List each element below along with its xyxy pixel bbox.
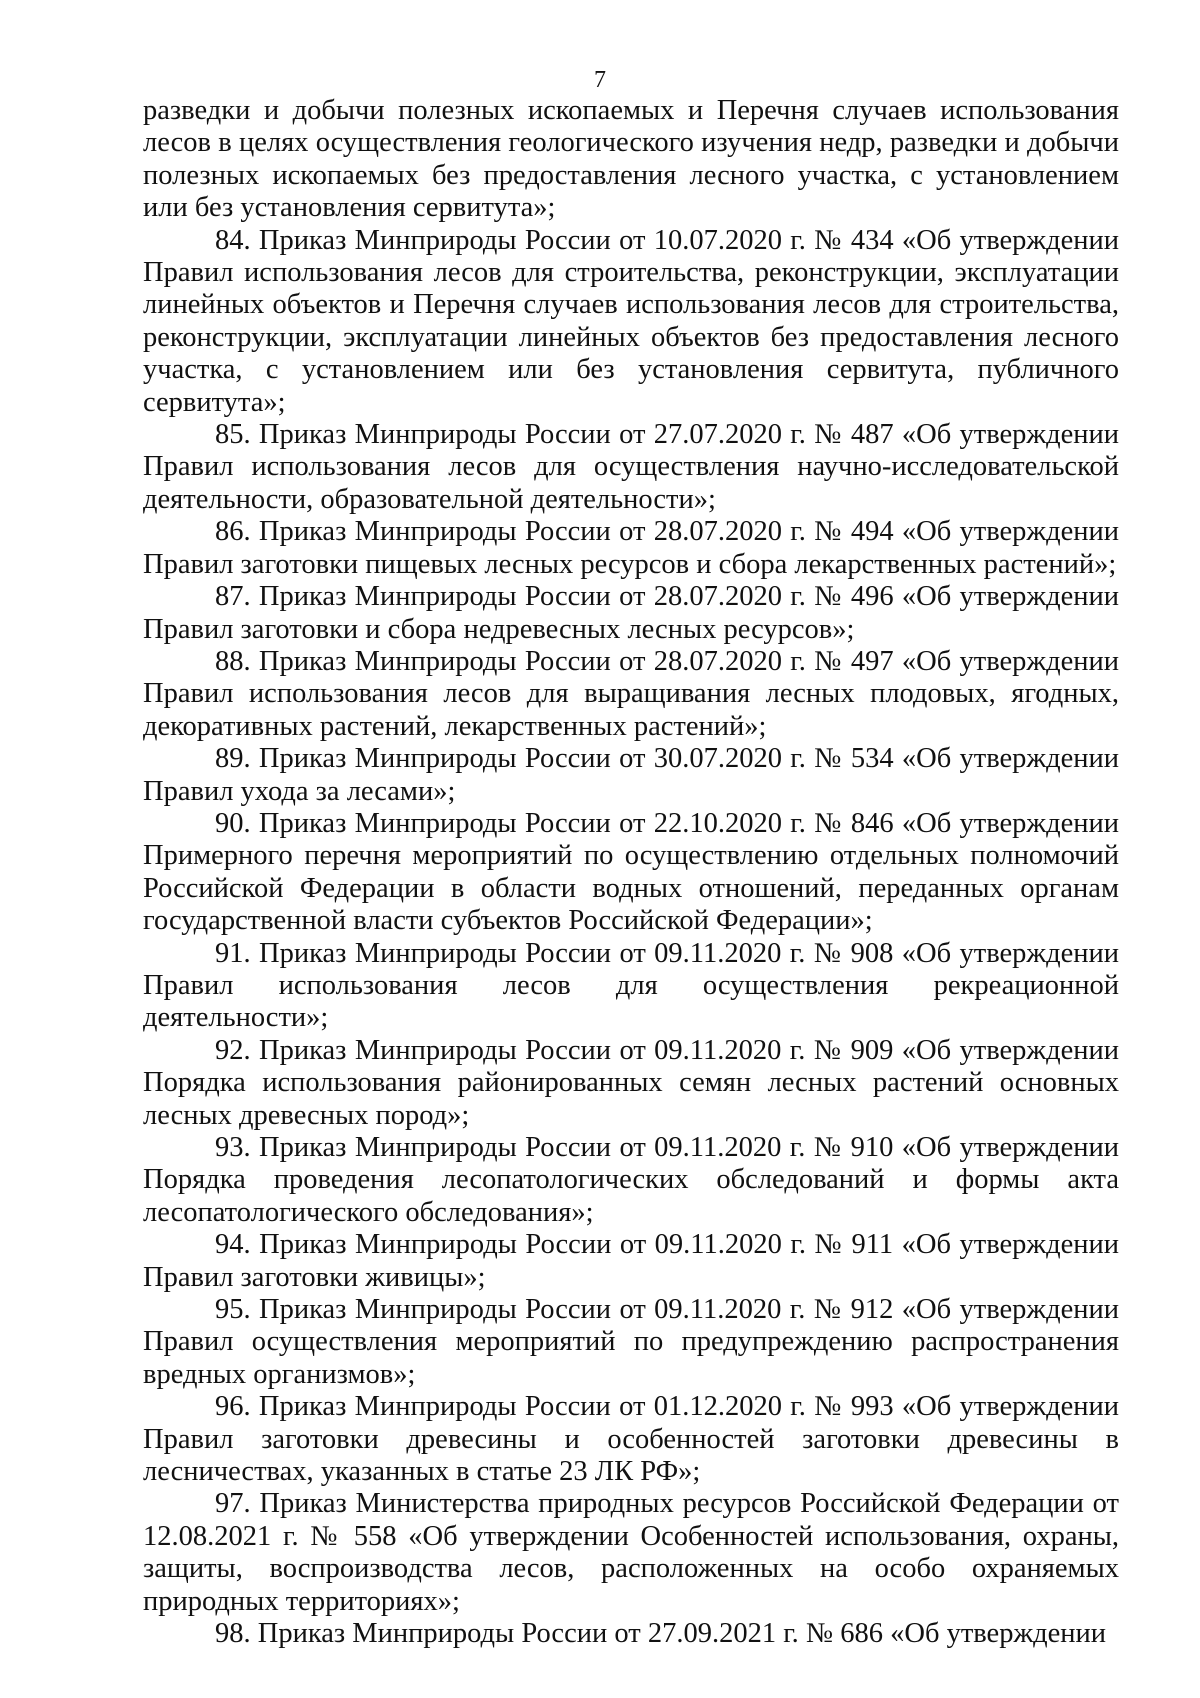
list-item-94: 94. Приказ Минприроды России от 09.11.2020 г. № 911 «Об утверждении Правил заготовки живицы»; — [143, 1229, 1119, 1293]
document-body — [143, 95, 1119, 1651]
list-item-95: 95. Приказ Минприроды России от 09.11.2020 г. № 912 «Об утверждении Правил осуществления мероприятий по предупреждению распространения вредных организмов»; — [143, 1294, 1119, 1390]
list-item-96: 96. Приказ Минприроды России от 01.12.2020 г. № 993 «Об утверждении Правил заготовки древесины и особенностей заготовки древесины в лесничествах, указанных в статье 23 ЛК РФ»; — [143, 1391, 1119, 1488]
list-item-97: 97. Приказ Министерства природных ресурсов Российской Федерации от 12.08.2021 г. № 558 «Об утверждении Особенностей использования, охраны, защиты, воспроизводства лесов, расположенных на особо охраняемых природных территориях»; — [143, 1488, 1119, 1617]
list-item-85: 85. Приказ Минприроды России от 27.07.2020 г. № 487 «Об утверждении Правил использования лесов для осуществления научно-исследовательской деятельности, образовательной деятельности»; — [143, 419, 1119, 515]
list-item-90: 90. Приказ Минприроды России от 22.10.2020 г. № 846 «Об утверждении Примерного перечня мероприятий по осуществлению отдельных полномочий Российской Федерации в области водных отношений, переданных органам государственной власти субъектов Российской Федерации»; — [143, 807, 1119, 937]
list-item-89: 89. Приказ Минприроды России от 30.07.2020 г. № 534 «Об утверждении Правил ухода за лесами»; — [143, 743, 1119, 807]
list-item-86: 86. Приказ Минприроды России от 28.07.2020 г. № 494 «Об утверждении Правил заготовки пищевых лесных ресурсов и сбора лекарственных растений»; — [143, 516, 1119, 580]
list-item-continuation: разведки и добычи полезных ископаемых и Перечня случаев использования лесов в целях осуществления геологического изучения недр, разведки и добычи полезных ископаемых без предоставления лесного участка, с установлением или без установления сервитута»; — [143, 95, 1119, 224]
list-item-92: 92. Приказ Минприроды России от 09.11.2020 г. № 909 «Об утверждении Порядка использования районированных семян лесных растений основных лесных древесных пород»; — [143, 1034, 1119, 1131]
list-item-84: 84. Приказ Минприроды России от 10.07.2020 г. № 434 «Об утверждении Правил использования лесов для строительства, реконструкции, эксплуатации линейных объектов и Перечня случаев использования лесов для строительства, реконструкции, эксплуатации линейных объектов без предоставления лесного участка, с установлением или без установления сервитута, публичного сервитута»; — [143, 224, 1119, 418]
list-item-93: 93. Приказ Минприроды России от 09.11.2020 г. № 910 «Об утверждении Порядка проведения лесопатологических обследований и формы акта лесопатологического обследования»; — [143, 1132, 1119, 1228]
list-item-87: 87. Приказ Минприроды России от 28.07.2020 г. № 496 «Об утверждении Правил заготовки и сбора недревесных лесных ресурсов»; — [143, 581, 1119, 645]
page-number: 7 — [594, 67, 606, 93]
list-item-98: 98. Приказ Минприроды России от 27.09.2021 г. № 686 «Об утверждении — [215, 1618, 1107, 1650]
list-item-91: 91. Приказ Минприроды России от 09.11.2020 г. № 908 «Об утверждении Правил использования лесов для осуществления рекреационной деятельности»; — [143, 937, 1119, 1034]
list-item-88: 88. Приказ Минприроды России от 28.07.2020 г. № 497 «Об утверждении Правил использования лесов для выращивания лесных плодовых, ягодных, декоративных растений, лекарственных растений»; — [143, 645, 1119, 742]
